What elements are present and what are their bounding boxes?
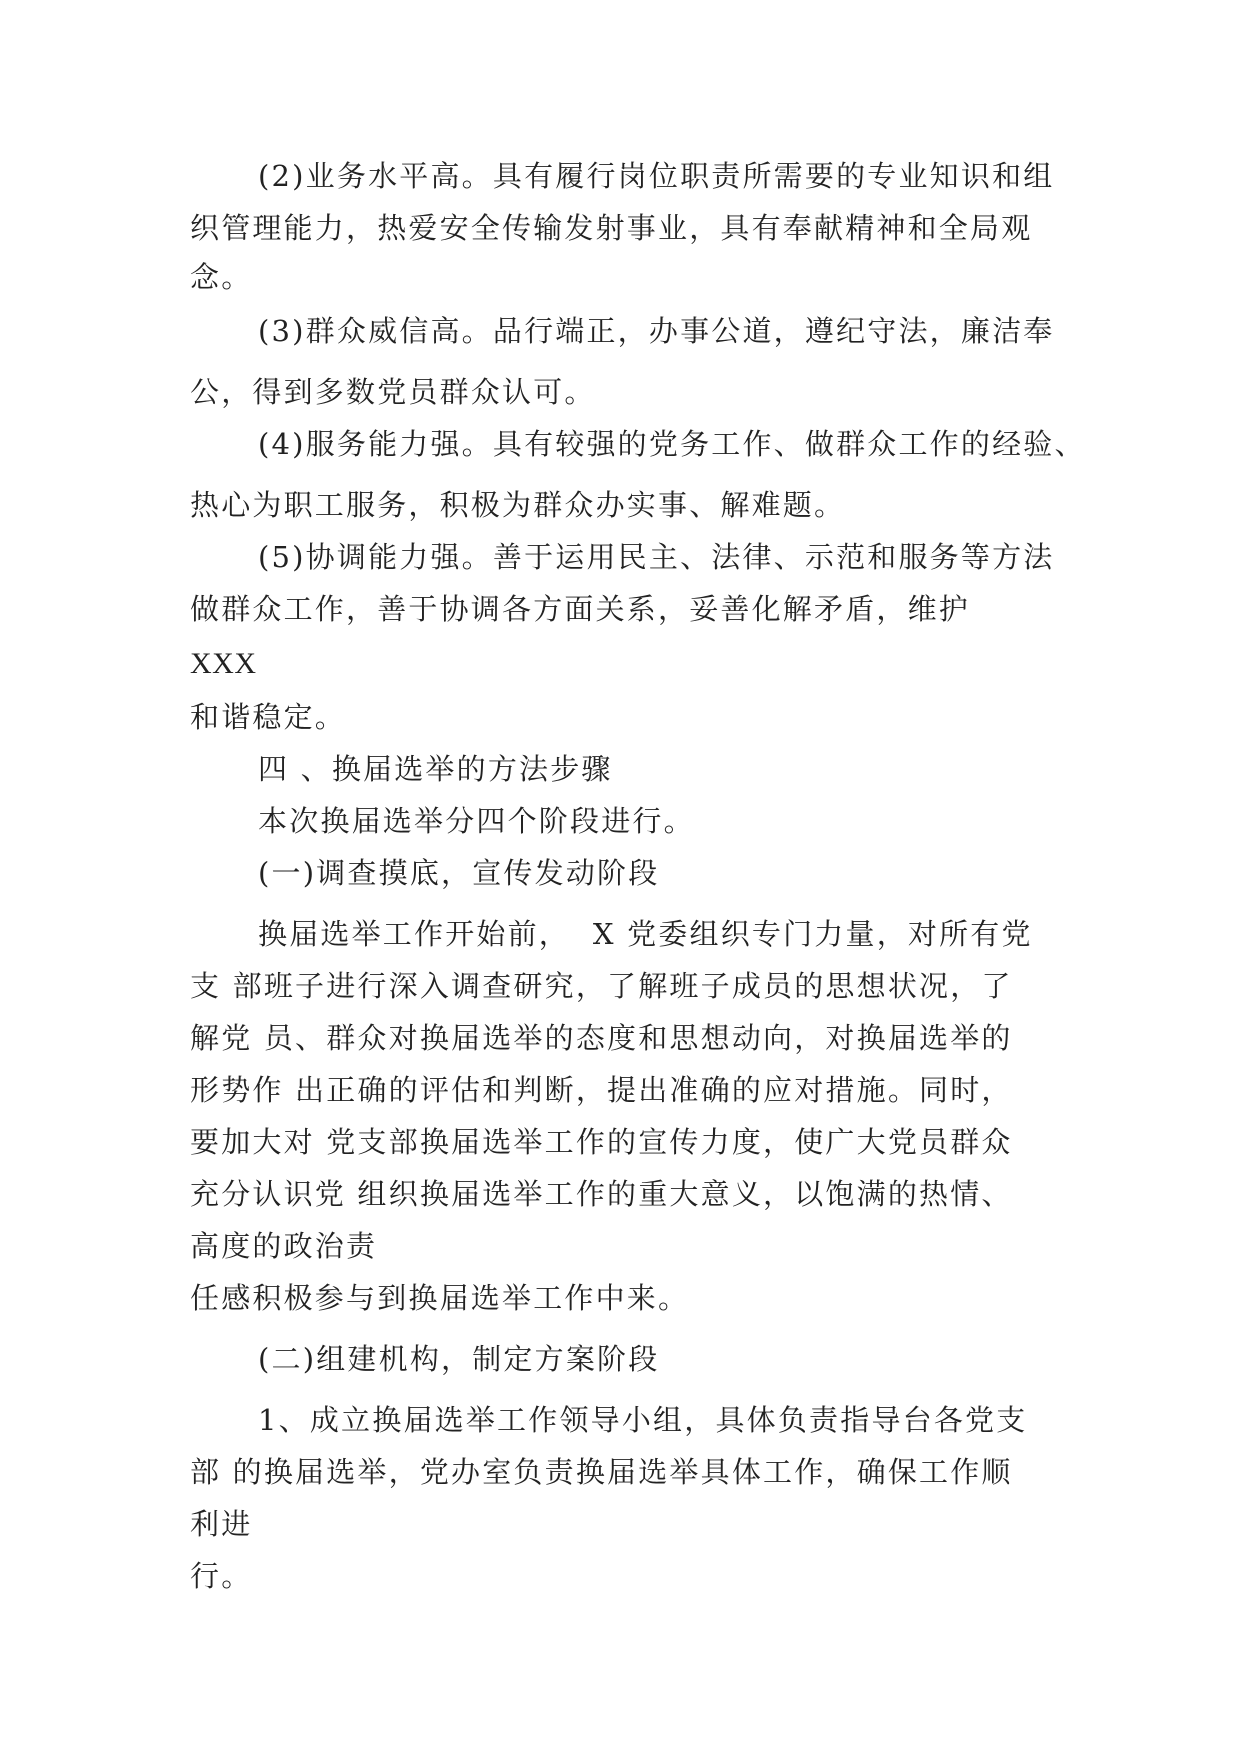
subsection-heading: (二)组建机构，制定方案阶段 — [258, 1342, 660, 1376]
text-line: 1、成立换届选举工作领导小组，具体负责指导台各党支 — [258, 1403, 1028, 1437]
text-line: 行。 — [190, 1559, 253, 1593]
text-line: 解党 员、群众对换届选举的态度和思想动向，对换届选举的 — [190, 1021, 1013, 1055]
text-line: (5)协调能力强。善于运用民主、法律、示范和服务等方法 — [258, 540, 1055, 574]
text-line: 形势作 出正确的评估和判断，提出准确的应对措施。同时， — [190, 1073, 1013, 1107]
text-line: 高度的政治责 — [190, 1229, 378, 1263]
text-line: (2)业务水平高。具有履行岗位职责所需要的专业知识和组 — [258, 159, 1055, 193]
text-line: 做群众工作，善于协调各方面关系，妥善化解矛盾，维护 — [190, 592, 971, 626]
text-line: 念。 — [190, 260, 253, 294]
text-line: 热心为职工服务，积极为群众办实事、解难题。 — [190, 488, 846, 522]
text-line: 支 部班子进行深入调查研究，了解班子成员的思想状况，了 — [190, 969, 1013, 1003]
text-line: (4)服务能力强。具有较强的党务工作、做群众工作的经验、 — [258, 427, 1086, 461]
text-line: 公，得到多数党员群众认可。 — [190, 375, 596, 409]
section-heading: 四 、换届选举的方法步骤 — [258, 752, 613, 786]
subsection-heading: (一)调查摸底，宣传发动阶段 — [258, 856, 660, 890]
text-line: 充分认识党 组织换届选举工作的重大意义，以饱满的热情、 — [190, 1177, 1013, 1211]
text-line: 和谐稳定。 — [190, 700, 347, 734]
text-line: 本次换届选举分四个阶段进行。 — [258, 804, 695, 838]
text-line: (3)群众威信高。品行端正，办事公道，遵纪守法，廉洁奉 — [258, 314, 1055, 348]
text-line: XXX — [190, 647, 257, 680]
text-line: 任感积极参与到换届选举工作中来。 — [190, 1281, 690, 1315]
text-line: 织管理能力，热爱安全传输发射事业，具有奉献精神和全局观 — [190, 211, 1033, 245]
text-line: 利进 — [190, 1507, 253, 1541]
text-line: 部 的换届选举，党办室负责换届选举具体工作，确保工作顺 — [190, 1455, 1013, 1489]
text-line: 换届选举工作开始前， X 党委组织专门力量，对所有党 — [258, 917, 1033, 951]
text-line: 要加大对 党支部换届选举工作的宣传力度，使广大党员群众 — [190, 1125, 1013, 1159]
